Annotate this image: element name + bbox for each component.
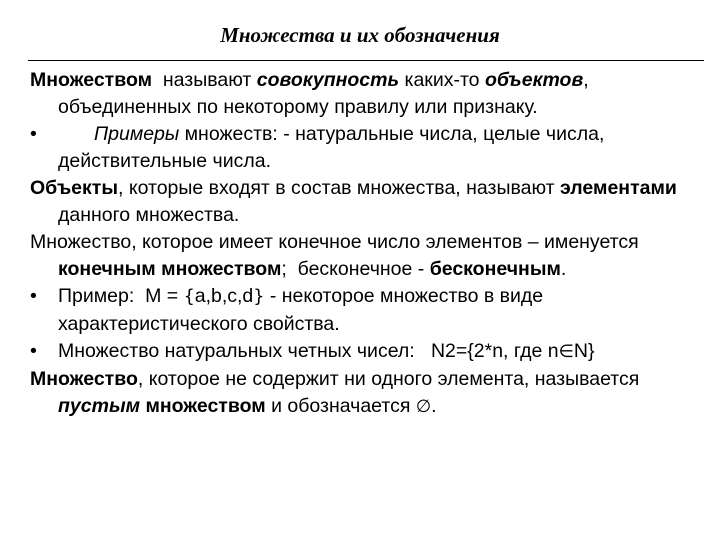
text: данного множества. (58, 204, 240, 226)
paragraph-empty-set (30, 366, 714, 421)
element-of-symbol: ∈ (558, 342, 574, 362)
term-elements: элементами (560, 177, 677, 199)
bullet-example-set (30, 283, 714, 338)
bullet-marker: • (30, 123, 37, 145)
term-set: Множеством (30, 69, 153, 91)
term-infinite: бесконечным (429, 258, 561, 280)
empty-set-symbol: ∅ (415, 397, 432, 417)
bullet-marker: • (30, 285, 37, 307)
slide-title: Множества и их обозначения (220, 23, 500, 47)
bullet-even-numbers (30, 338, 714, 366)
text: . (431, 395, 437, 417)
text: N} (573, 340, 595, 362)
term-set-word: множеством (145, 395, 266, 417)
term-set-bold: Множество (30, 368, 138, 390)
term-collection: совокупность (256, 69, 400, 91)
text: ; бесконечное - (281, 258, 430, 280)
bullet-examples (30, 121, 714, 175)
paragraph-finite-set (30, 229, 714, 283)
text: a,b,c,d (194, 285, 254, 307)
title-underline (28, 60, 704, 61)
text: Множество натуральных четных чисел: N2={2*n, где n (58, 340, 559, 362)
bullet-marker: • (30, 340, 37, 362)
text: Множество, которое имеет конечное число элементов – именуется (30, 231, 639, 253)
text: называют (152, 69, 257, 91)
text: множеств: - натуральные числа, целые числа, действительные числа. (58, 123, 605, 172)
term-finite-set: конечным множеством (58, 258, 282, 280)
text: , которые входят в состав множества, называют (117, 177, 561, 199)
paragraph-elements (30, 175, 714, 229)
slide-content (30, 67, 714, 421)
text: , которое не содержит ни одного элемента, называется (137, 368, 640, 390)
text: Пример: M = (58, 285, 184, 307)
text: . (560, 258, 567, 280)
right-brace: } (253, 287, 265, 307)
text: , объединенных по некоторому правилу или признаку. (58, 69, 589, 118)
text: - некоторое множество в виде характеристического свойства. (58, 285, 544, 335)
text: каких-то (399, 69, 485, 91)
text: и обозначается (265, 395, 416, 417)
term-empty: пустым (58, 395, 141, 417)
paragraph-set-definition (30, 67, 714, 121)
term-examples: Примеры (94, 123, 180, 145)
left-brace: { (183, 287, 195, 307)
term-objects-bold: Объекты (30, 177, 118, 199)
term-objects: объектов (484, 69, 584, 91)
